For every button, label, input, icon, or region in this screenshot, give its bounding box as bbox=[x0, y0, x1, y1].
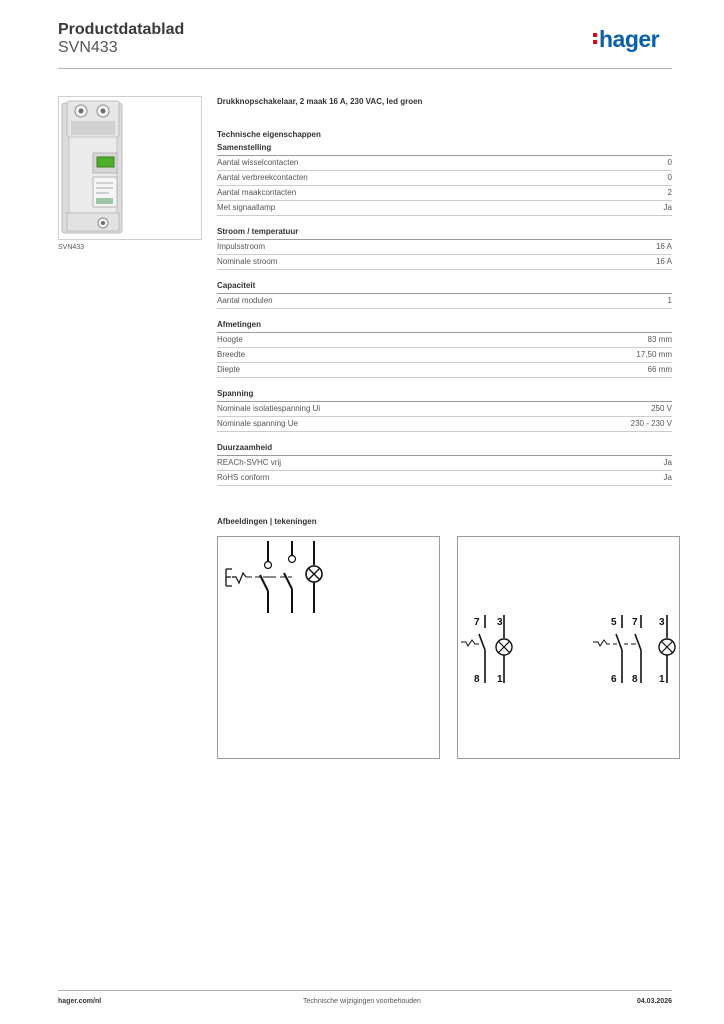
spec-value: 230 - 230 V bbox=[630, 419, 672, 428]
section-spacer bbox=[217, 378, 672, 387]
spec-row bbox=[217, 294, 672, 309]
spec-row bbox=[217, 333, 672, 348]
spec-label: Diepte bbox=[217, 365, 241, 374]
spec-label: Aantal verbreekcontacten bbox=[217, 173, 308, 182]
spec-value: Ja bbox=[663, 458, 672, 467]
spec-value: Ja bbox=[663, 203, 672, 212]
drawings-heading: Afbeeldingen | tekeningen bbox=[217, 517, 317, 526]
section-title: Duurzaamheid bbox=[217, 441, 672, 456]
tech-heading: Technische eigenschappen bbox=[217, 130, 321, 139]
spec-label: Breedte bbox=[217, 350, 246, 359]
spec-label: Aantal modulen bbox=[217, 296, 273, 305]
wiring-diagram-icon bbox=[458, 537, 679, 758]
wiring-diagram-box bbox=[457, 536, 680, 759]
switch-device-icon bbox=[59, 97, 201, 239]
terminal-label: 1 bbox=[659, 674, 665, 685]
page-title: Productdatablad bbox=[58, 21, 185, 38]
spec-label: Aantal maakcontacten bbox=[217, 188, 297, 197]
spec-value: 16 A bbox=[655, 242, 672, 251]
spec-label: Met signaallamp bbox=[217, 203, 276, 212]
product-image bbox=[58, 96, 202, 240]
spec-label: RoHS conform bbox=[217, 473, 270, 482]
spec-content bbox=[217, 96, 672, 486]
spec-value: 17,50 mm bbox=[636, 350, 672, 359]
spec-label: Hoogte bbox=[217, 335, 243, 344]
section-title: Capaciteit bbox=[217, 279, 672, 294]
schematic-symbol-box bbox=[217, 536, 440, 759]
spec-value: 0 bbox=[667, 158, 672, 167]
section-spacer bbox=[217, 432, 672, 441]
spec-label: REACh-SVHC vrij bbox=[217, 458, 282, 467]
spec-label: Nominale isolatiespanning Ui bbox=[217, 404, 321, 413]
terminal-label: 1 bbox=[497, 674, 503, 685]
spec-row bbox=[217, 456, 672, 471]
spec-row bbox=[217, 417, 672, 432]
footer-date: 04.03.2026 bbox=[636, 998, 672, 1005]
spec-row bbox=[217, 402, 672, 417]
section-title: Samenstelling bbox=[217, 141, 672, 156]
section-title: Spanning bbox=[217, 387, 672, 402]
switch-symbol-icon bbox=[218, 537, 439, 758]
spec-row bbox=[217, 240, 672, 255]
terminal-label: 6 bbox=[611, 674, 617, 685]
footer-divider bbox=[58, 990, 672, 991]
spec-value: 1 bbox=[667, 296, 672, 305]
hager-logo[interactable] bbox=[593, 26, 659, 53]
spec-label: Impulsstroom bbox=[217, 242, 266, 251]
spec-row bbox=[217, 156, 672, 171]
spec-row bbox=[217, 255, 672, 270]
spec-value: 250 V bbox=[651, 404, 672, 413]
terminal-label: 3 bbox=[497, 617, 503, 628]
spec-value: 16 A bbox=[655, 257, 672, 266]
spec-value: 66 mm bbox=[647, 365, 672, 374]
terminal-label: 7 bbox=[632, 617, 638, 628]
spec-label: Aantal wisselcontacten bbox=[217, 158, 299, 167]
spec-value: 83 mm bbox=[647, 335, 672, 344]
terminal-label: 3 bbox=[659, 617, 665, 628]
section-title: Stroom / temperatuur bbox=[217, 225, 672, 240]
spec-label: Nominale stroom bbox=[217, 257, 278, 266]
spec-value: Ja bbox=[663, 473, 672, 482]
spec-sections bbox=[217, 141, 672, 486]
spec-row bbox=[217, 171, 672, 186]
logo-text: hager bbox=[599, 26, 660, 52]
spec-label: Nominale spanning Ue bbox=[217, 419, 298, 428]
terminal-label: 7 bbox=[474, 617, 480, 628]
footer-website-link[interactable]: hager.com/nl bbox=[58, 998, 102, 1005]
spec-value: 2 bbox=[667, 188, 672, 197]
footer-disclaimer: Technische wijzigingen voorbehouden bbox=[303, 998, 421, 1005]
header-divider bbox=[58, 68, 672, 69]
spec-value: 0 bbox=[667, 173, 672, 182]
spec-row bbox=[217, 471, 672, 486]
section-spacer bbox=[217, 270, 672, 279]
terminal-label: 8 bbox=[632, 674, 638, 685]
product-description: Drukknopschakelaar, 2 maak 16 A, 230 VAC, led groen bbox=[217, 97, 423, 106]
product-code: SVN433 bbox=[58, 39, 118, 56]
spec-row bbox=[217, 348, 672, 363]
section-title: Afmetingen bbox=[217, 318, 672, 333]
spec-row bbox=[217, 201, 672, 216]
image-caption: SVN433 bbox=[58, 244, 85, 251]
logo-dots-icon bbox=[593, 30, 597, 47]
spec-row bbox=[217, 363, 672, 378]
section-spacer bbox=[217, 216, 672, 225]
section-spacer bbox=[217, 309, 672, 318]
terminal-label: 5 bbox=[611, 617, 617, 628]
terminal-label: 8 bbox=[474, 674, 480, 685]
spec-row bbox=[217, 186, 672, 201]
